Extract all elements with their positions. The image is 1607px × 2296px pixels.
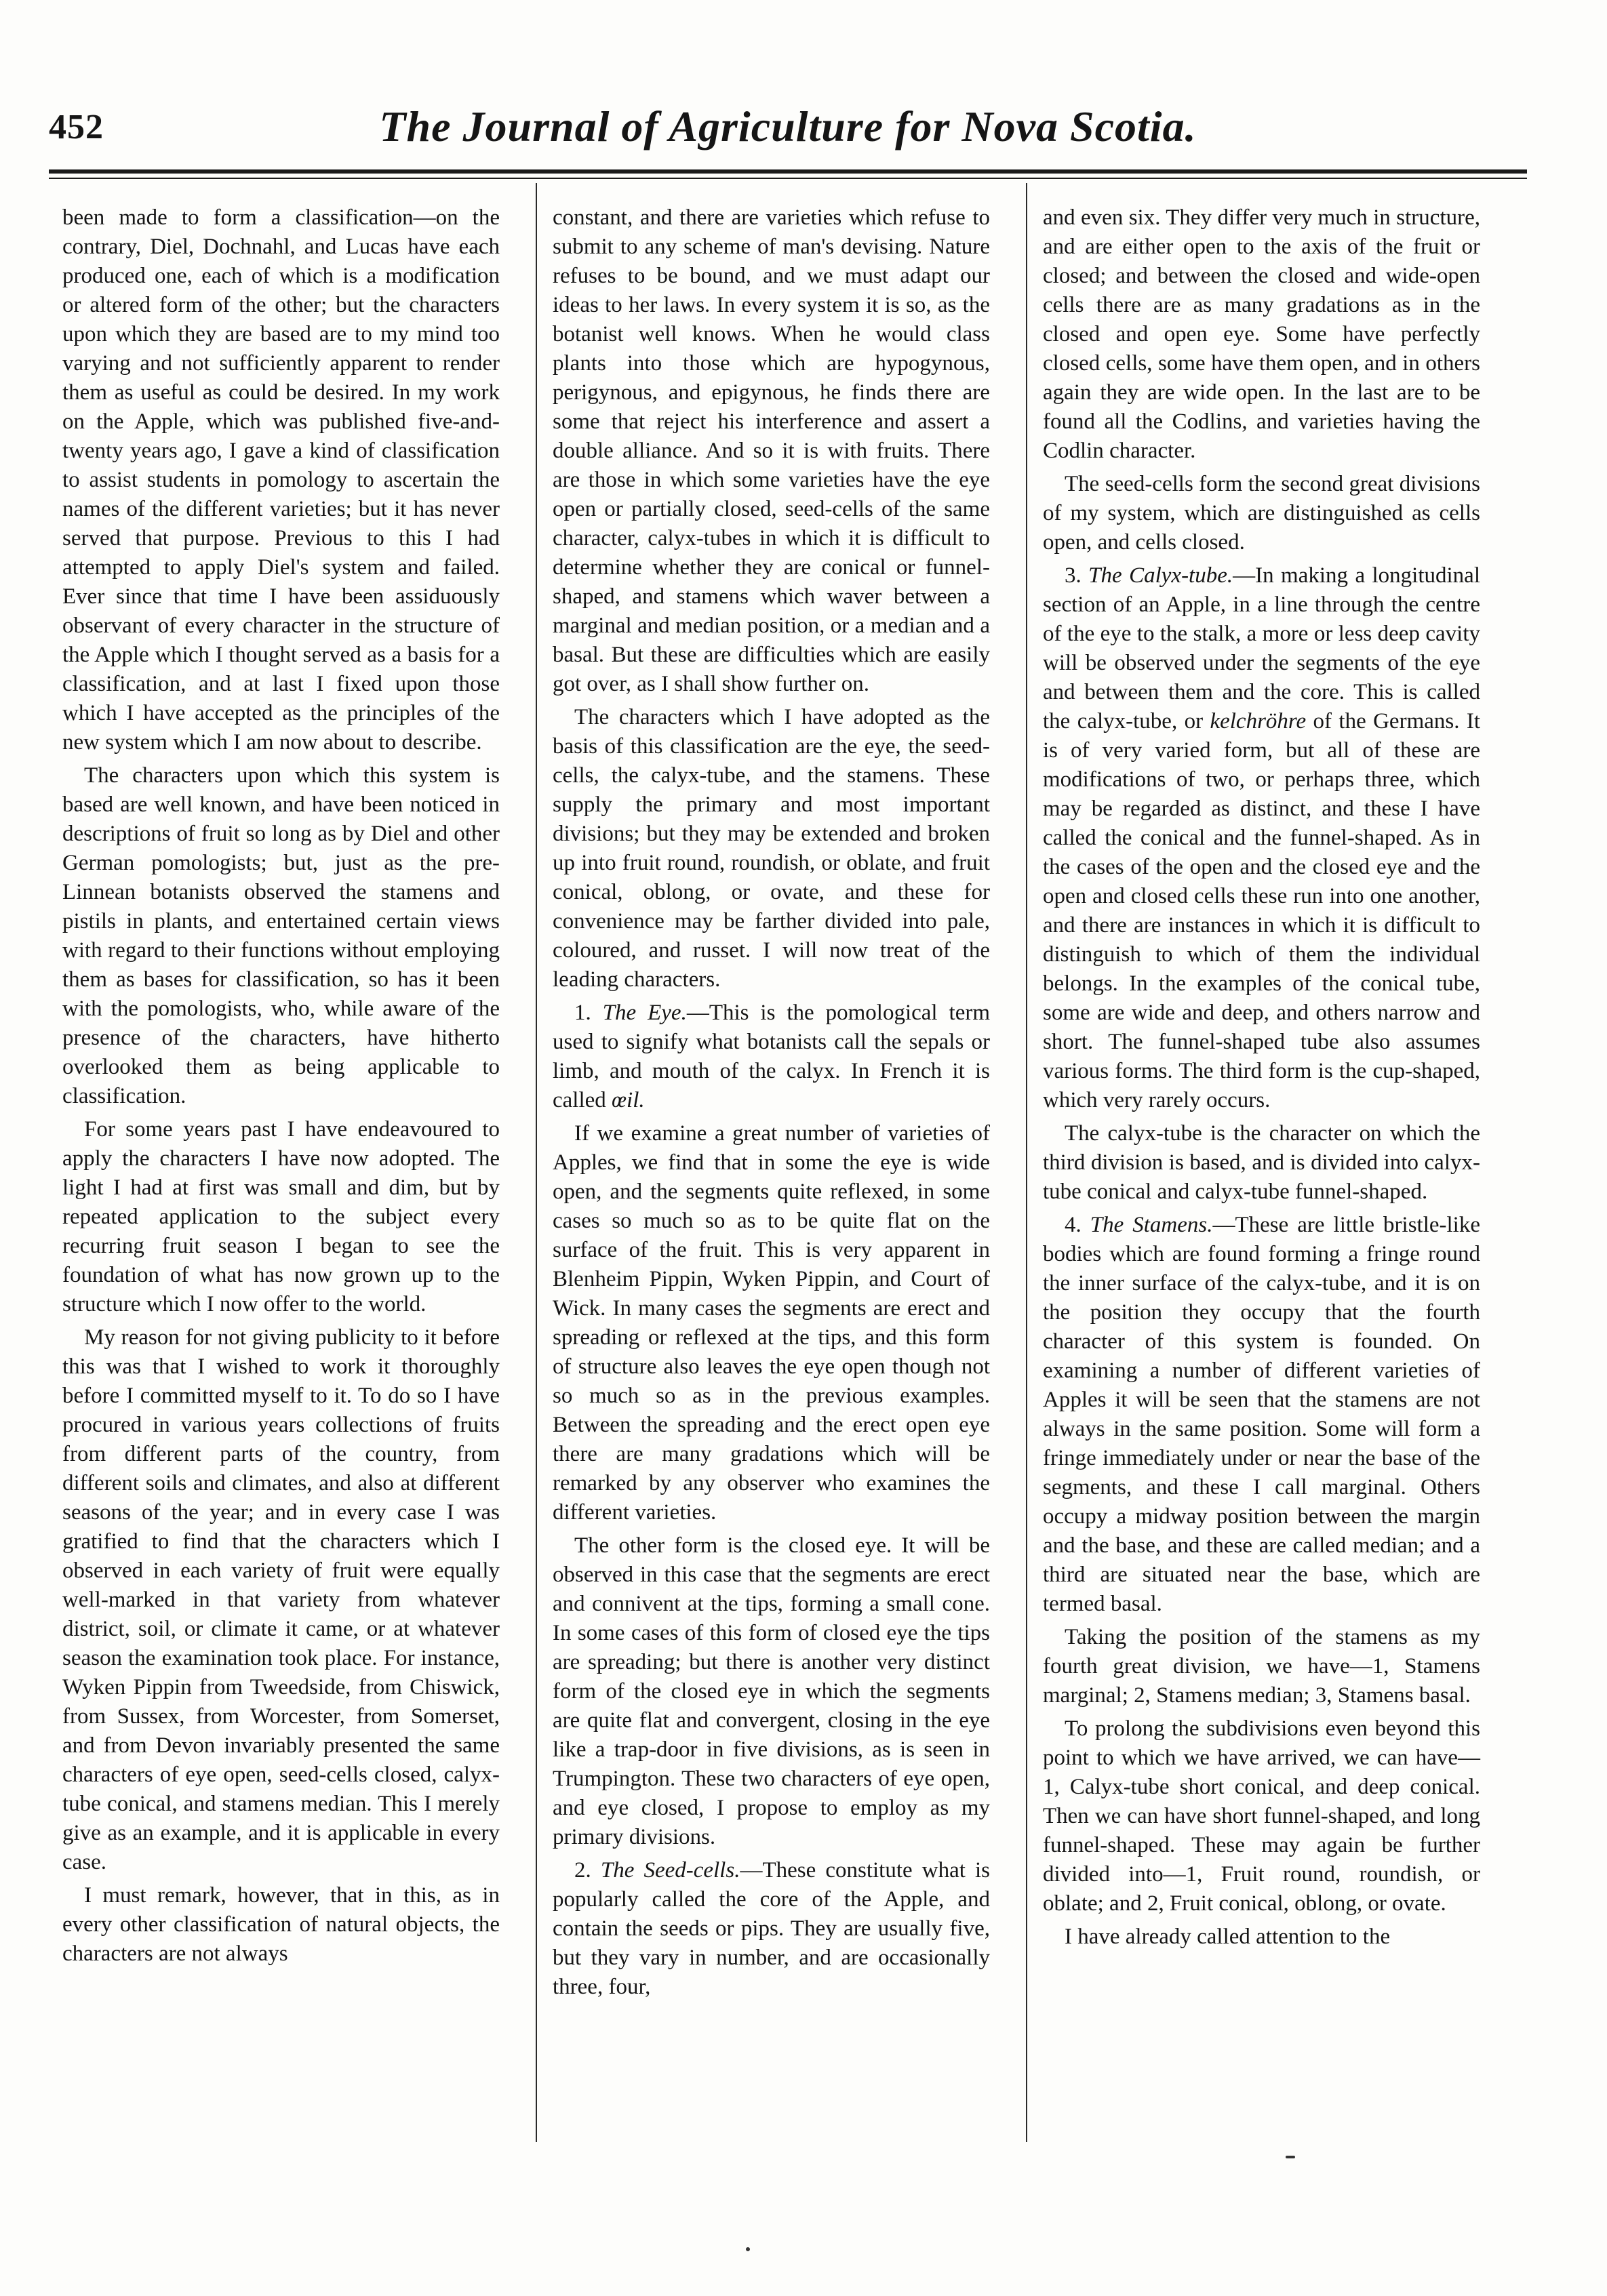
paragraph: Taking the position of the stamens as my fourth great division, we have—1, Stamens marginal; 2, Stamens median; 3, Stamens basal. [1043,1625,1480,1708]
text-column-2 [553,203,990,2002]
paragraph: The characters which I have adopted as the basis of this classification are the eye, the seed-cells, the calyx-tube, and the stamens. These supply the primary and most important divisions; but they may be extended and broken up into fruit round, roundish, or oblate, and fruit conical, oblong, or ovate, and these for convenience may be farther divided into pale, coloured, and russet. I will now treat of the leading characters. [553,705,990,992]
paragraph: The other form is the closed eye. It will be observed in this case that the segments are erect and connivent at the tips, forming a small cone. In some cases of this form of closed eye the tips are spreading; but there is another very distinct form of the closed eye in which the segments are quite flat and convergent, closing in the eye like a trap-door in five divisions, as is seen in Trumpington. These two characters of eye open, and eye closed, I propose to employ as my primary divisions. [553,1533,990,1849]
section-heading: The Stamens. [1090,1213,1213,1237]
section-heading: The Seed-cells. [600,1858,740,1882]
paragraph: The seed-cells form the second great divisions of my system, which are distinguished as cells open, and cells closed. [1043,472,1480,555]
text-column-1 [62,203,500,1969]
paragraph: The characters upon which this system is based are well known, and have been noticed in descriptions of fruit so long as by Diel and other German pomologists; but, just as the pre-Linnean botanists observed the stamens and pistils in plants, and entertained certain views with regard to their functions without employing them as bases for classification, so has it been with the pomologists, who, while aware of the presence of the characters, have hitherto overlooked them as being applicable to classification. [62,763,500,1108]
section-heading: The Eye. [602,1001,687,1025]
section-heading: The Calyx-tube. [1088,563,1233,588]
section-text: —These constitute what is popularly called the core of the Apple, and contain the seeds or pips. They are usually five, but they vary in number, and are occasionally three, four, [553,1858,990,1999]
section-number: 1. [574,1001,603,1025]
running-title: The Journal of Agriculture for Nova Scotia. [379,102,1197,150]
print-speck [1286,2156,1295,2158]
column-divider-left [536,183,537,2142]
paragraph: My reason for not giving publicity to it before this was that I wished to work it thoroughly before I committed myself to it. To do so I have procured in various years collections of fruits from different parts of the country, from different soils and climates, and also at different seasons of the year; and in every case I was gratified to find that the characters which I observed in each variety of fruit were equally well-marked in that variety from whatever district, soil, or climate it came, or at whatever season the examination took place. For instance, Wyken Pippin from Tweedside, from Chiswick, from Sussex, from Worcester, from Somerset, and from Devon invariably presented the same characters of eye open, seed-cells closed, calyx-tube conical, and stamens median. This I merely give as an example, and it is applicable in every case. [62,1325,500,1874]
paragraph: I have already called attention to the [1065,1925,1391,1949]
section-term: œil. [612,1088,645,1112]
paragraph: To prolong the subdivisions even beyond this point to which we have arrived, we can have—1, Calyx-tube short conical, and deep conical. Then we can have short funnel-shaped, and long funnel-shaped. These may again be further divided into—1, Fruit round, roundish, or oblate; and 2, Fruit conical, oblong, or ovate. [1043,1716,1480,1916]
paragraph: For some years past I have endeavoured to apply the characters I have now adopted. The light I had at first was small and dim, but by repeated application to the subject every recurring fruit season I began to see the foundation of what has now grown up to the structure which I now offer to the world. [62,1117,500,1316]
paragraph: I must remark, however, that in this, as in every other classification of natural objects, the characters are not always [62,1883,500,1966]
section-number: 4. [1065,1213,1090,1237]
page-number: 452 [49,108,104,146]
section-text: —This is the pomological term used to signify what botanists call the sepals or limb, and mouth of the calyx. In French it is called [553,1001,991,1112]
paragraph: constant, and there are varieties which refuse to submit to any scheme of man's devising. Nature refuses to be bound, and we must adapt our ideas to her laws. In every system it is so, as the botanist well knows. When he would class plants into those which are hypogynous, perigynous, and epigynous, he finds there are some that reject his interference and assert a double alliance. And so it is with fruits. There are those in which some varieties have the eye open or partially closed, seed-cells of the same character, calyx-tubes in which it is difficult to determine whether they are conical or funnel-shaped, and stamens which waver between a marginal and median position, or a median and a basal. But these are difficulties which are easily got over, as I shall show further on. [553,205,990,696]
paragraph: If we examine a great number of varieties of Apples, we find that in some the eye is wide open, and the segments quite reflexed, in some cases so much so as to be quite flat on the surface of the fruit. This is very apparent in Blenheim Pippin, Wyken Pippin, and Court of Wick. In many cases the segments are erect and spreading or reflexed at the tips, and this form of structure also leaves the eye open though not so much so as in the previous examples. Between the spreading and the erect open eye there are many gradations which will be remarked by any observer who examines the different varieties. [553,1121,990,1525]
section-seed-cells [553,1856,990,2002]
section-eye [553,999,990,1115]
section-text: —In making a longitudinal section of an Apple, in a line through the centre of the eye to the stalk, a more or less deep cavity will be observed under the segments of the eye and between them and the core. This is called the calyx-tube, or [1043,563,1480,733]
text-column-3 [1043,203,1480,1952]
section-stamens [1043,1211,1480,1619]
section-number: 2. [574,1858,601,1882]
header-rule-thick [49,169,1527,174]
print-speck [746,2247,750,2251]
section-text: —These are little bristle-like bodies which are found forming a fringe round the inner surface of the calyx-tube, and it is on the position they occupy that the fourth character of this system is founded. On examining a number of different varieties of Apples it will be seen that the stamens are not always in the same position. Some will form a fringe immediately under or near the base of the segments, and these I call marginal. Others occupy a midway position between the margin and the base, and these are called median; and a third are situated near the base, which are termed basal. [1043,1213,1480,1616]
page-header [49,102,1527,163]
header-rule-thin [49,178,1527,179]
paragraph: been made to form a classification—on the contrary, Diel, Dochnahl, and Lucas have each produced one, each of which is a modification or altered form of the other; but the characters upon which they are based are to my mind too varying and not sufficiently apparent to render them as useful as could be desired. In my work on the Apple, which was published five-and-twenty years ago, I gave a kind of classification to assist students in pomology to ascertain the names of the different varieties; but it has never served that purpose. Previous to this I had attempted to apply Diel's system and failed. Ever since that time I have been assiduously observant of every character in the structure of the Apple which I thought served as a basis for a classification, and at last I fixed upon those which I have accepted as the principles of the new system which I am now about to describe. [62,205,500,754]
column-divider-right [1026,183,1027,2142]
section-text-end: of the Germans. It is of very varied form, but all of these are modifications of two, or perhaps three, which may be regarded as distinct, and these I have called the conical and the funnel-shaped. As in the cases of the open and the closed eye and the open and closed cells these run into one another, and there are instances in which it is difficult to distinguish to which of them the individual belongs. In the examples of the conical tube, some are wide and deep, and others narrow and short. The funnel-shaped tube also assumes various forms. The third form is the cup-shaped, which very rarely occurs. [1043,709,1481,1112]
section-calyx-tube [1043,561,1480,1115]
section-number: 3. [1065,563,1089,588]
paragraph: and even six. They differ very much in structure, and are either open to the axis of the fruit or closed; and between the closed and wide-open cells there are as many gradations as in the closed and open eye. Some have perfectly closed cells, some have them open, and in others again they are wide open. In the last are to be found all the Codlins, and varieties having the Codlin character. [1043,205,1480,463]
paragraph: The calyx-tube is the character on which the third division is based, and is divided into calyx-tube conical and calyx-tube funnel-shaped. [1043,1121,1480,1204]
section-term: kelchröhre [1210,709,1307,733]
